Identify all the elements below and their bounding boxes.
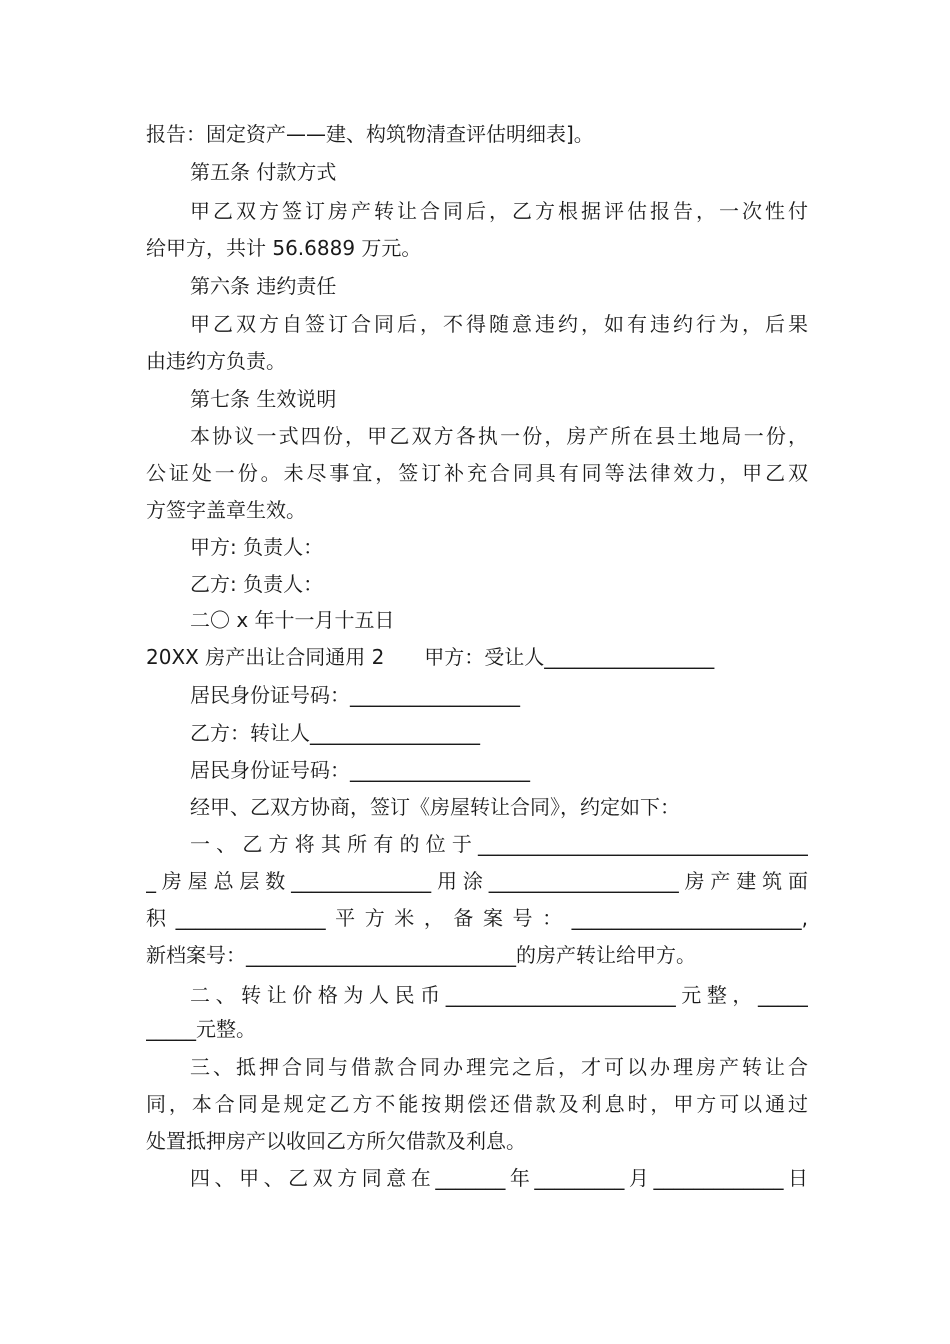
text-line: 给甲方，共计 56.6889 万元。	[146, 236, 422, 260]
text-line: 甲乙双方自签订合同后，不得随意违约，如有违约行为，后果	[190, 312, 808, 336]
text-line: _____元整。	[146, 1017, 256, 1041]
article-heading: 第六条 违约责任	[190, 274, 337, 298]
text-line: 报告：固定资产——建、构筑物清查评估明细表]。	[146, 122, 594, 146]
signature-line: 乙方: 负责人：	[190, 572, 324, 596]
text-line: 积_______________平方米，备案号：_______________________,	[146, 906, 808, 930]
text-line: 乙方：转让人_________________	[190, 721, 480, 745]
text-line: 本协议一式四份，甲乙双方各执一份，房产所在县土地局一份，	[190, 424, 808, 448]
text-line: 一、乙方将其所有的位于_________________________________	[190, 832, 808, 856]
text-line: 同，本合同是规定乙方不能按期偿还借款及利息时，甲方可以通过	[146, 1092, 808, 1116]
text-line: 新档案号：___________________________的房产转让给甲方。	[146, 943, 696, 967]
text-line: 由违约方负责。	[146, 349, 286, 373]
text-line: 处置抵押房产以收回乙方所欠借款及利息。	[146, 1129, 526, 1153]
article-heading: 第五条 付款方式	[190, 160, 337, 184]
contract-title-line: 20XX 房产出让合同通用 2 甲方：受让人_________________	[146, 645, 715, 669]
text-line: 公证处一份。未尽事宜，签订补充合同具有同等法律效力，甲乙双	[146, 461, 808, 485]
text-line: 居民身份证号码：__________________	[190, 758, 530, 782]
text-line: 居民身份证号码：_________________	[190, 683, 520, 707]
text-line: 甲乙双方签订房产转让合同后，乙方根据评估报告，一次性付	[190, 199, 808, 223]
date-line: 二〇 x 年十一月十五日	[190, 608, 395, 632]
text-line: _房屋总层数______________用涂___________________房产建筑面	[146, 869, 808, 893]
article-heading: 第七条 生效说明	[190, 387, 337, 411]
text-line: 方签字盖章生效。	[146, 498, 306, 522]
text-line: 三、抵押合同与借款合同办理完之后，才可以办理房产转让合	[190, 1055, 808, 1079]
text-line: 二、转让价格为人民币_______________________元整，_____	[190, 983, 808, 1007]
text-line: 经甲、乙双方协商，签订《房屋转让合同》，约定如下：	[190, 795, 680, 819]
text-line: 四、甲、乙双方同意在_______年_________月_____________日	[190, 1166, 808, 1190]
signature-line: 甲方: 负责人：	[190, 535, 324, 559]
